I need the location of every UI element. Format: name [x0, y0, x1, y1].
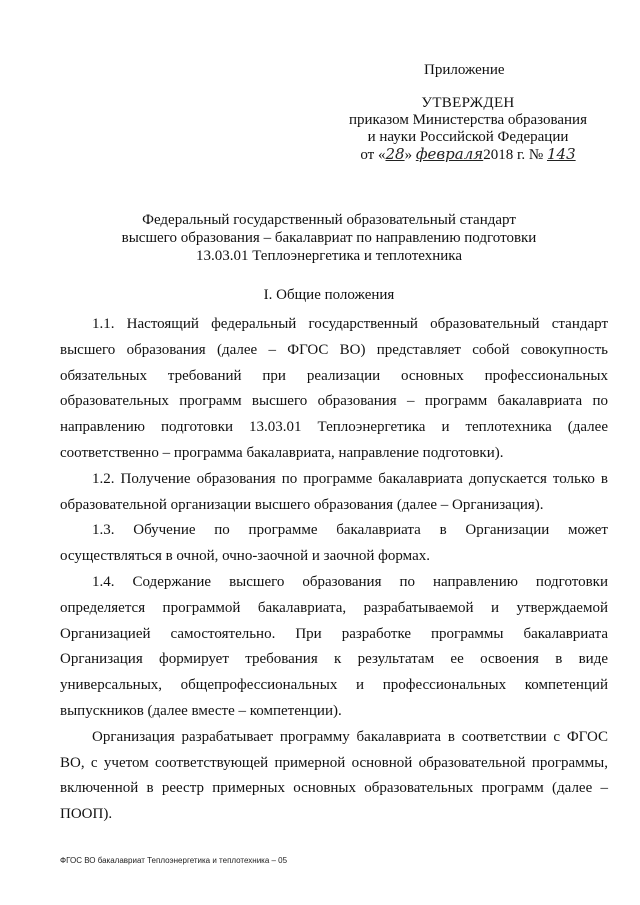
approved-line-2: и науки Российской Федерации	[367, 129, 569, 145]
body-text	[60, 312, 608, 828]
approval-stamp	[338, 95, 598, 164]
order-year: 2018 г. №	[483, 147, 544, 163]
paragraph-organization: Организация разрабатывает программу бакалавриата в соответствии с ФГОС ВО, с учетом соответствующей примерной основной образовательной программы, включенной в реестр примерных основных образовательных программ (далее – ПООП).	[60, 728, 608, 823]
order-line	[338, 146, 598, 164]
footer-text: ФГОС ВО бакалавриат Теплоэнергетика и теплотехника – 05	[60, 856, 288, 865]
paragraph-1-3: 1.3. Обучение по программе бакалавриата в Организации может осуществляться в очной, очно-заочной и заочной формах.	[60, 522, 608, 565]
approved-title: УТВЕРЖДЕН	[421, 95, 515, 111]
order-month: февраля	[415, 145, 484, 163]
document-title	[60, 211, 598, 265]
order-mid: »	[404, 147, 413, 163]
order-prefix: от «	[360, 147, 386, 163]
paragraph-1-1: 1.1. Настоящий федеральный государственный образовательный стандарт высшего образования (далее – ФГОС ВО) представляет собой совокупность обязательных требований при реализации основных профессиональных образовательных программ высшего образования – программ бакалавриата по направлению подготовки 13.03.01 Теплоэнергетика и теплотехника (далее соответственно – программа бакалавриата, направление подготовки).	[60, 316, 608, 461]
title-line-3: 13.03.01 Теплоэнергетика и теплотехника	[195, 248, 463, 264]
order-day: 28	[385, 145, 405, 163]
approved-line-1: приказом Министерства образования	[349, 112, 587, 128]
title-line-2: высшего образования – бакалавриат по направлению подготовки	[121, 230, 537, 246]
title-line-1: Федеральный государственный образовательный стандарт	[142, 212, 516, 228]
appendix-label: Приложение	[424, 62, 505, 78]
paragraph-1-4: 1.4. Содержание высшего образования по направлению подготовки определяется программой бакалавриата, разрабатываемой и утверждаемой Организацией самостоятельно. При разработке программы бакалавриата Организация формирует требования к результатам ее освоения в виде универсальных, общепрофессиональных и профессиональных компетенций выпускников (далее вместе – компетенции).	[60, 573, 608, 719]
section-heading: I. Общие положения	[263, 287, 395, 303]
order-number: 143	[546, 145, 576, 163]
paragraph-1-2: 1.2. Получение образования по программе бакалавриата допускается только в образовательной организации высшего образования (далее – Организация).	[60, 470, 608, 513]
